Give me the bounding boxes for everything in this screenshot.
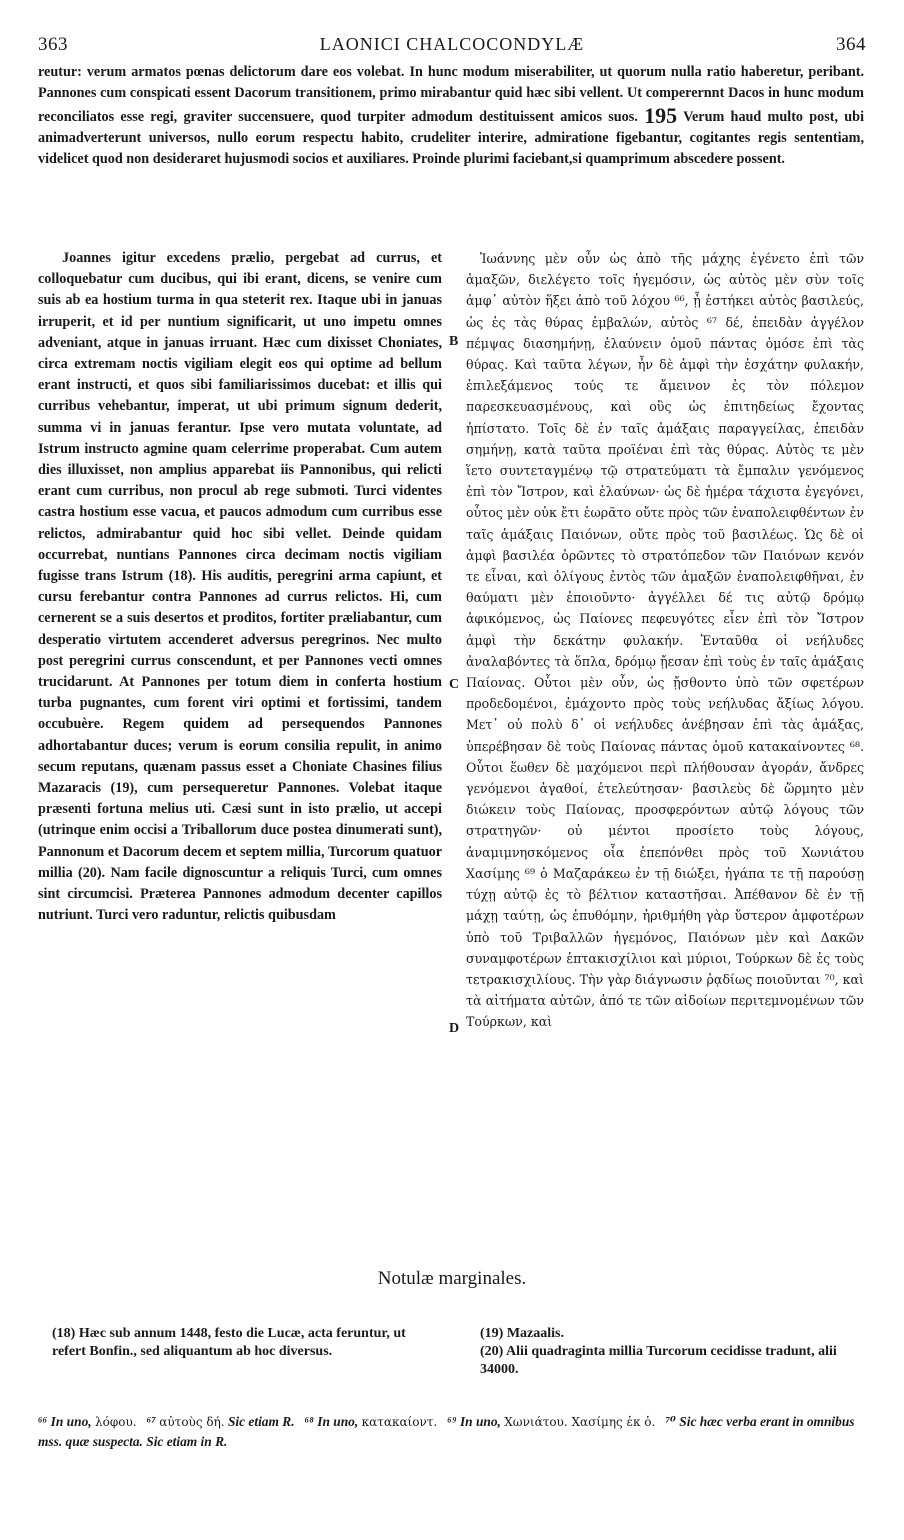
footnote-66-label: In uno,	[50, 1414, 92, 1429]
footnote-69-label: In uno,	[459, 1414, 501, 1429]
margin-marker-d: D	[449, 1021, 460, 1036]
paragraph-text-before: reutur: verum armatos pœnas delictorum dare eos volebat. In hunc modum miserabiliter, ut quorum nulla ratio haberetur, peribant. Pannones cum conspicati essent Dacorum transitionem, primo mirabantur quid hæc sibi vellent. Ut comperernnt Dacos in hunc modum reconciliatos esse regi, graviter succensuere, quod turpiter admodum destituissent amicos suos.	[38, 64, 864, 125]
note-20: (20) Alii quadraginta millia Turcorum cecidisse tradunt, alii 34000.	[480, 1344, 837, 1377]
footnote-70-label: Sic hæc verba erant in omnibus mss. quæ suspecta. Sic etiam in R.	[38, 1414, 855, 1449]
footnote-68-greek: κατακαίοντ.	[361, 1415, 438, 1429]
footnote-68-number: ⁶⁸	[304, 1414, 314, 1429]
margin-marker-b: B	[449, 334, 459, 349]
footnote-66-greek: λόφου.	[94, 1415, 137, 1429]
footnote-67-greek: αὐτοὺς δή.	[159, 1415, 225, 1429]
note-18: (18) Hæc sub annum 1448, festo die Lucæ, acta feruntur, ut refert Bonfin., sed aliquantum ab hoc diversus.	[52, 1326, 406, 1359]
page-header	[38, 34, 866, 58]
latin-text: Joannes igitur excedens prælio, pergebat ad currus, et colloquebatur cum ducibus, qui ibi erant, dicens, se venire cum suis ab ea hostium turma in qua steterit rex. Itaque ubi in januas irruperit, et id per nuntium significarit, ut uno impetu omnes adveniant, atque in januas irruant. Hæc cum dixisset Choniates, circa extremam noctis vigiliam elegit eos qui optime ad bellum erant instructi, et quos sibi familiarissimos ducebat: et illis qui curribus vehebantur, imperat, ut ubi primum signum dederit, summa vi in januas ferantur. Ipse vero mutata voluntate, ad Istrum instructo agmine quam celerrime properabat. Cum autem dies illuxisset, non amplius apparebat iis Pannonibus, qui relicti erant cum curribus, non procul ab rege submoti. Turci videntes castra hostium esse vacua, et paucos admodum cum curribus esse relictos, admirabantur quid hoc sibi vellet. Deinde quidam occurrebat, nuntians Pannones circa decimam noctis vigiliam fugisse trans Istrum (18). His auditis, peregrini arma capiunt, et cursu ferebantur contra Pannones ad currus relictos. Hi, cum cernerent se a suis desertos et proditos, fortiter præliabantur, cum desperatio virtutem accenderet adversus peregrinos. Nec multo post peregrini currus conscendunt, et per Pannones vecti omnes trucidarunt. At Pannones per totum diem in conferta hostium turba pugnantes, cum forent viri optimi et fortissimi, tandem occubuère. Regem quidem ad persequendos Pannones adhortabantur duces; verum is eorum consilia repulit, in animo secum reputans, quænam passus esset a Choniate Chasines filius Mazaracis (19), cum persequeretur Pannones. Volebat itaque præsenti fortuna melius uti. Cæsi sunt in isto prælio, ut accepi (utrinque enim occisi a Triballorum duce postea dinumerati sunt), Pannonum et Dacorum decem et septem millia, Turcorum quatuor millia (20). Nam facile dignoscuntur a reliquis Turci, cum omnes sint circumcisi. Præterea Pannones admodum decenter capillos nutriunt. Turci vero raduntur, relictis quibusdam	[38, 250, 442, 924]
footnote-68-label: In uno,	[317, 1414, 359, 1429]
footnote-70-number: ⁷⁰	[665, 1414, 676, 1429]
section-number: 195	[644, 102, 678, 128]
greek-column	[466, 248, 864, 1033]
page-number-left: 363	[38, 34, 68, 55]
marginal-notes-left	[52, 1325, 442, 1361]
margin-marker-c: C	[449, 677, 460, 692]
running-title: LAONICI CHALCOCONDYLÆ	[319, 34, 585, 54]
paragraph-text-after: Verum haud multo post, ubi animadverterunt universos, nullo eorum respectu habito, crudeliter interire, admiratione figebantur, cogitantes regis sententiam, videlicet quod non desideraret hujusmodi socios et auxiliares. Proinde plurimi faciebant,si quamprimum abscedere possent.	[38, 108, 865, 168]
page-number-right: 364	[836, 34, 866, 55]
full-width-paragraph	[38, 62, 864, 170]
greek-text: Ἰωάννης μὲν οὖν ὡς ἀπὸ τῆς μάχης ἐγένετο ἐπὶ τῶν ἁμαξῶν, διελέγετο τοῖς ἡγεμόσιν, ὡς αὐτὸς μὲν σὺν τοῖς ἀμφ᾽ αὐτὸν ἥξει ἀπὸ τοῦ λόχου ⁶⁶, ᾗ ἑστήκει αὐτὸς βασιλεύς, ὡς ἐς τὰς θύρας ἐμβαλών, αὐτὸς ⁶⁷ δέ, ἐπειδὰν ἀγγέλον πέμψας διασημήνῃ, ἐλαύνειν ὁμοῦ πάντας ὁμόσε ἐπὶ τὰς θύρας. Καὶ ταῦτα λέγων, ἦν δὲ ἀμφὶ τὴν ἐσχάτην φυλακήν, ἐπιλεξάμενος τούς τε ἄμεινον ἐς τὸν πόλεμον παρεσκευασμένους, καὶ οὓς ὡς ἐπιτηδείως ἔχοντας ἠπίστατο. Τοῖς δὲ ἐν ταῖς ἁμάξαις παραγγείλας, ἐπειδὰν σημήνῃ, κατὰ ταῦτα προϊέναι ἐπὶ τὰς θύρας. Αὐτὸς τε μὲν ἵετο συντεταγμένῳ τῷ στρατεύματι τὰ ἔμπαλιν γενόμενος ἐπὶ τὸν Ἴστρον, καὶ ἐλαύνων· ὡς δὲ ἡμέρα τάχιστα ἐγεγόνει, οὗτος μὲν οὐκ ἔτι ἑωρᾶτο οὔτε πρὸς τῶν ἐναπολειφθέντων ἐν ταῖς ἁμάξαις Παιόνων, οὔτε πρὸς τοῦ βασιλέως. Ὡς δὲ οἱ ἀμφὶ βασιλέα ὁρῶντες τὸ στρατόπεδον τῶν Παιόνων κενόν τε εἶναι, καὶ ὀλίγους ἐντὸς τῶν ἁμαξῶν ἐναπολειφθῆναι, ἐν θαύματι μὲν ἐποιοῦντο· ἀγγέλλει δέ τις αὐτῷ δρόμῳ ἀφικόμενος, ὡς Παίονες πεφευγότες εἶεν ἐπὶ τὸν Ἴστρον ἀμφὶ τὴν δεκάτην φυλακήν. Ἐνταῦθα οἱ νεήλυδες ἀναλαβόντες τὰ ὅπλα, δρόμῳ ᾔεσαν ἐπὶ τοὺς ἐν ταῖς ἁμάξαις Παίονας. Οὗτοι μὲν οὖν, ὡς ᾔσθοντο ὑπὸ τῶν σφετέρων προδεδομένοι, ἐμάχοντο πρὸς τοὺς νεήλυδας ἄξίως λόγου. Μετ᾽ οὐ πολὺ δ᾽ οἱ νεήλυδες ἀνέβησαν ἐπὶ τὰς ἁμάξας, ὑπερέβησαν δὲ τοὺς Παίονας πάντας ὁμοῦ κατακαίνοντες ⁶⁸. Οὗτοι ἕωθεν δὲ μαχόμενοι περὶ πλήθουσαν ἀγοράν, ἄνδρες γενόμενοι ἀγαθοί, ἐτελεύτησαν· βασιλεὺς δὲ ὥρμητο μὲν διώκειν τοὺς Παίονας, προσφερόντων αὐτῷ λόγους τῶν στρατηγῶν· οὐ μέντοι προσίετο τοὺς λόγους, ἀναμιμνησκόμενος οἷα ἐπεπόνθει πρὸς τοῦ Χωνιάτου Χασίμης ⁶⁹ ὁ Μαζαράκεω ἐν τῇ διώξει, ἠγάπα τε τῇ παρούσῃ τύχῃ αὐτῷ ἐς τὸ βέλτιον καταστῆσαι. Ἀπέθανον δὲ ἐν τῇ μάχῃ ταύτῃ, ὡς ἐπυθόμην, ἠριθμήθη γὰρ ὕστερον ἀμφοτέρων ὑπὸ τοῦ Τριβαλλῶν ἡγεμόνος, Παιόνων μὲν καὶ Δακῶν συναμφοτέρων ἑπτακισχίλιοι καὶ μύριοι, Τούρκων δὲ ἐς τοὺς τετρακισχιλίους. Τὴν γὰρ διάγνωσιν ῥᾳδίως ποιοῦνται ⁷⁰, καὶ τὰ αἰτήματα αὐτῶν, ἀπό τε τῶν αἰδοίων περιτεμνομένων τῶν Τούρκων, καὶ	[466, 251, 864, 1030]
footnote-67-number: ⁶⁷	[146, 1414, 156, 1429]
footnote-69-greek: Χωνιάτου. Χασίμης ἐκ ὁ.	[504, 1415, 656, 1429]
marginal-notes-right	[480, 1325, 864, 1379]
footnote-67-label: Sic etiam R.	[227, 1414, 295, 1429]
latin-column	[38, 248, 442, 927]
footnote-66-number: ⁶⁶	[38, 1414, 48, 1429]
footnotes	[38, 1412, 864, 1452]
footnote-69-number: ⁶⁹	[447, 1414, 457, 1429]
note-19: (19) Mazaalis.	[480, 1326, 564, 1341]
notes-heading: Notulæ marginales.	[377, 1268, 527, 1289]
